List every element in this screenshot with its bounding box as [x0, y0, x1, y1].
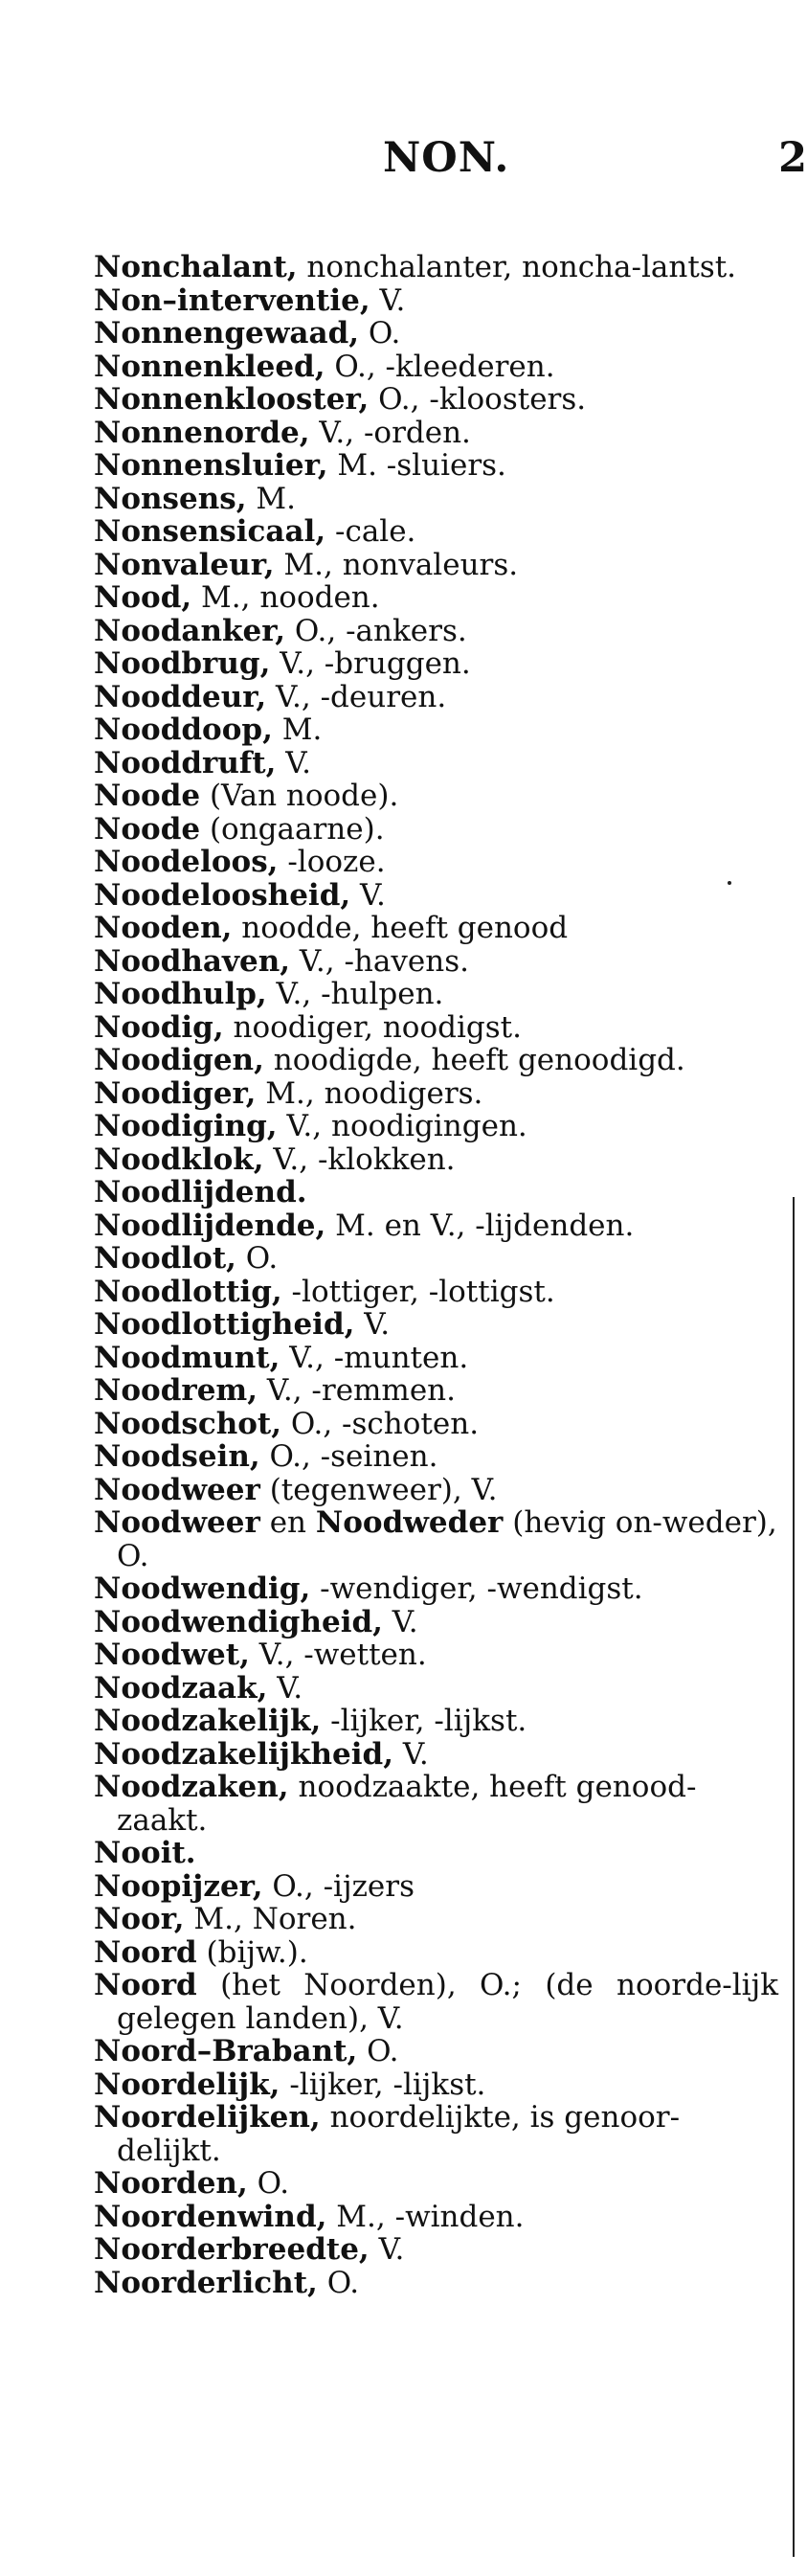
entry-definition: M., nonvaleurs. — [274, 547, 519, 582]
entry-headword: Noodweder — [315, 1505, 504, 1540]
entry-headword: Noopijzer, — [94, 1868, 263, 1904]
entry-definition: O. — [357, 2034, 399, 2068]
entry-definition: -lottiger, -lottigst. — [281, 1274, 555, 1309]
entry-headword: Noodlot, — [94, 1241, 236, 1276]
entry-headword: Nooit. — [94, 1836, 196, 1870]
entry-definition: V. — [267, 1670, 303, 1706]
dictionary-entry — [94, 251, 778, 284]
entry-definition: noodde, heeft genood — [232, 911, 569, 945]
entry-definition: M., -winden. — [326, 2199, 525, 2234]
entry-headword: Noor, — [94, 1902, 185, 1936]
entry-definition: nonchalanter, noncha-lantst. — [297, 250, 737, 284]
entry-definition: V. — [393, 1736, 429, 1772]
dictionary-entry — [94, 483, 778, 516]
entry-headword: Nonnensluier, — [94, 448, 328, 483]
entry-headword: Nonsens, — [94, 481, 247, 516]
dictionary-entry — [94, 417, 778, 450]
entry-headword: Noodigen, — [94, 1043, 264, 1077]
dictionary-entry-list — [94, 251, 778, 2299]
entry-definition: M. -sluiers. — [327, 448, 506, 483]
dictionary-entry — [94, 813, 778, 847]
entry-headword: Noode — [94, 811, 201, 847]
entry-headword: Noodschot, — [94, 1406, 282, 1441]
entry-headword: Noodig, — [94, 1009, 224, 1045]
entry-definition: V., -klokken. — [263, 1141, 456, 1177]
entry-definition: O., -kleederen. — [325, 349, 555, 384]
entry-headword: Noodwet, — [94, 1638, 250, 1672]
entry-headword: Nooddruft, — [94, 745, 277, 780]
dictionary-entry — [94, 1011, 778, 1045]
entry-headword: Noodweer — [94, 1505, 260, 1540]
entry-definition: O. — [235, 1241, 279, 1276]
entry-headword: Noodklok, — [94, 1141, 264, 1177]
ink-speck — [728, 881, 731, 885]
entry-headword: Noordenwind, — [94, 2199, 327, 2234]
dictionary-entry — [94, 1506, 778, 1572]
dictionary-entry — [94, 1308, 778, 1342]
entry-definition: O., -seinen. — [259, 1439, 438, 1474]
dictionary-entry — [94, 1672, 778, 1706]
entry-definition: V. — [369, 2232, 405, 2267]
dictionary-entry — [94, 912, 778, 945]
entry-definition: M. — [246, 481, 296, 516]
entry-headword: Noodwendigheid, — [94, 1604, 383, 1639]
entry-definition: M., nooden. — [191, 580, 380, 615]
entry-headword: Noordelijk, — [94, 2067, 280, 2102]
entry-definition: O., -schoten. — [281, 1406, 480, 1441]
page-number: 2 — [778, 134, 807, 182]
entry-definition: (het Noorden), O.; (de noorde-lijk gelegen landen), V. — [117, 1968, 778, 2036]
entry-headword: Nonsensicaal, — [94, 514, 326, 549]
entry-headword: Nooddoop, — [94, 712, 273, 747]
entry-headword: Nonnenklooster, — [94, 382, 370, 417]
entry-definition: V., -bruggen. — [270, 646, 471, 681]
dictionary-entry — [94, 780, 778, 813]
entry-definition: O., -ankers. — [285, 613, 467, 648]
entry-definition: M., noodigers. — [256, 1075, 483, 1111]
entry-definition: noodiger, noodigst. — [223, 1009, 522, 1045]
entry-headword: Noodhaven, — [94, 943, 291, 979]
dictionary-entry — [94, 284, 778, 318]
entry-headword: Nonnengewaad, — [94, 316, 360, 350]
dictionary-entry — [94, 1870, 778, 1904]
entry-headword: Noodlottigheid, — [94, 1307, 355, 1342]
dictionary-entry — [94, 1837, 778, 1870]
entry-definition: V., -orden. — [309, 415, 471, 450]
entry-headword: Noorderbreedte, — [94, 2232, 370, 2267]
dictionary-entry — [94, 846, 778, 879]
entry-definition: V., noodigingen. — [277, 1109, 527, 1143]
dictionary-entry — [94, 2035, 778, 2068]
dictionary-entry — [94, 1474, 778, 1507]
dictionary-entry — [94, 1209, 778, 1243]
entry-headword: Noodiger, — [94, 1075, 257, 1111]
entry-definition: M. — [272, 712, 323, 747]
dictionary-entry — [94, 449, 778, 483]
dictionary-entry — [94, 1077, 778, 1111]
entry-definition: -cale. — [325, 514, 416, 549]
entry-definition: V. — [350, 877, 386, 913]
entry-definition: O. — [359, 316, 401, 350]
entry-headword: Noodzaak, — [94, 1670, 268, 1706]
dictionary-entry — [94, 713, 778, 747]
dictionary-entry — [94, 1606, 778, 1639]
entry-headword: Noodanker, — [94, 613, 286, 648]
dictionary-entry — [94, 615, 778, 648]
entry-definition: -wendiger, -wendigst. — [310, 1571, 643, 1606]
entry-headword: Nonnenorde, — [94, 415, 310, 450]
dictionary-entry — [94, 1143, 778, 1177]
entry-headword: Noodzaken, — [94, 1770, 289, 1804]
entry-definition: V., -munten. — [280, 1340, 469, 1375]
dictionary-entry — [94, 2233, 778, 2267]
entry-headword: Nood, — [94, 580, 192, 615]
dictionary-entry — [94, 1176, 778, 1209]
entry-headword: Noodlijdende, — [94, 1208, 326, 1243]
entry-headword: Noodrem, — [94, 1373, 258, 1408]
dictionary-entry — [94, 1572, 778, 1606]
entry-headword: Nooden, — [94, 911, 233, 945]
entry-headword: Noodzakelijk, — [94, 1704, 322, 1738]
entry-definition: V., -remmen. — [258, 1373, 456, 1408]
dictionary-entry — [94, 1342, 778, 1375]
entry-definition: (hevig on-weder), O. — [117, 1505, 777, 1573]
entry-definition: -lijker, -lijkst. — [280, 2067, 486, 2102]
dictionary-entry — [94, 1903, 778, 1936]
entry-headword: Noodweer — [94, 1472, 260, 1507]
dictionary-entry — [94, 1936, 778, 1970]
page-title: NON. — [383, 134, 510, 182]
entry-headword: Noodzakelijkheid, — [94, 1736, 394, 1772]
entry-definition: -lijker, -lijkst. — [321, 1704, 527, 1738]
dictionary-entry — [94, 1110, 778, 1143]
entry-headword: Noorderlicht, — [94, 2265, 318, 2300]
entry-definition: M., Noren. — [184, 1902, 357, 1936]
entry-definition: O. — [317, 2265, 360, 2300]
entry-headword: Noodsein, — [94, 1439, 260, 1474]
entry-headword: Noodeloosheid, — [94, 877, 351, 913]
dictionary-entry — [94, 1440, 778, 1474]
entry-definition: V. — [354, 1307, 391, 1342]
entry-headword: Noodhulp, — [94, 977, 267, 1011]
dictionary-entry — [94, 1705, 778, 1738]
entry-definition: (bijw.). — [196, 1934, 308, 1970]
entry-definition: en — [259, 1505, 316, 1540]
dictionary-entry — [94, 1044, 778, 1077]
entry-definition: V. — [382, 1604, 418, 1639]
entry-headword: Noord — [94, 1968, 197, 2002]
entry-headword: Noodmunt, — [94, 1340, 280, 1375]
dictionary-entry — [94, 1408, 778, 1441]
dictionary-entry — [94, 2267, 778, 2300]
entry-headword: Noodlottig, — [94, 1274, 282, 1309]
entry-definition: O., -kloosters. — [369, 382, 587, 417]
entry-headword: Non–interventie, — [94, 282, 370, 318]
entry-headword: Noord — [94, 1934, 197, 1970]
dictionary-entry — [94, 978, 778, 1011]
entry-definition: V. — [370, 282, 406, 318]
dictionary-entry — [94, 317, 778, 350]
entry-definition: noodzaakte, heeft genood-zaakt. — [117, 1770, 697, 1838]
entry-headword: Noodeloos, — [94, 845, 279, 879]
dictionary-entry — [94, 2101, 778, 2167]
dictionary-entry — [94, 1771, 778, 1837]
entry-definition: O., -ijzers — [262, 1868, 415, 1904]
entry-headword: Noodlijdend. — [94, 1175, 307, 1209]
dictionary-entry — [94, 2167, 778, 2201]
page-header — [0, 134, 807, 201]
dictionary-entry — [94, 2201, 778, 2234]
entry-headword: Nonvaleur, — [94, 547, 275, 582]
entry-definition: (ongaarne). — [200, 811, 385, 847]
entry-headword: Noodiging, — [94, 1109, 278, 1143]
dictionary-entry — [94, 945, 778, 979]
entry-definition: noodigde, heeft genoodigd. — [263, 1043, 685, 1077]
entry-headword: Noodwendig, — [94, 1571, 311, 1606]
dictionary-entry — [94, 549, 778, 582]
entry-headword: Noodbrug, — [94, 646, 271, 681]
entry-headword: Noordelijken, — [94, 2100, 321, 2135]
dictionary-entry — [94, 1969, 778, 2035]
entry-definition: (Van noode). — [200, 779, 399, 813]
dictionary-entry — [94, 581, 778, 615]
dictionary-entry — [94, 747, 778, 780]
entry-headword: Noorden, — [94, 2166, 248, 2201]
dictionary-entry — [94, 879, 778, 913]
dictionary-entry — [94, 2068, 778, 2102]
dictionary-entry — [94, 383, 778, 417]
entry-headword: Noode — [94, 779, 201, 813]
dictionary-entry — [94, 1738, 778, 1772]
entry-definition: V., -hulpen. — [266, 977, 444, 1011]
dictionary-entry — [94, 681, 778, 714]
entry-headword: Nonnenkleed, — [94, 349, 325, 384]
entry-definition: noordelijkte, is genoor-delijkt. — [117, 2100, 681, 2168]
entry-headword: Noord–Brabant, — [94, 2034, 358, 2068]
entry-definition: V., -wetten. — [249, 1638, 427, 1672]
dictionary-entry — [94, 350, 778, 384]
entry-definition: V. — [276, 745, 312, 780]
dictionary-entry — [94, 515, 778, 549]
entry-definition: O. — [247, 2166, 290, 2201]
entry-definition: M. en V., -lijdenden. — [325, 1208, 635, 1243]
entry-definition: (tegenweer), V. — [259, 1472, 498, 1507]
dictionary-entry — [94, 1276, 778, 1309]
margin-rule — [793, 1197, 795, 2557]
dictionary-entry — [94, 1638, 778, 1672]
dictionary-entry — [94, 1374, 778, 1408]
entry-headword: Nooddeur, — [94, 679, 267, 714]
entry-definition: V., -deuren. — [266, 679, 447, 714]
entry-definition: V., -havens. — [290, 943, 469, 979]
dictionary-entry — [94, 1242, 778, 1276]
entry-headword: Nonchalant, — [94, 250, 298, 284]
entry-definition: -looze. — [278, 845, 386, 879]
dictionary-entry — [94, 647, 778, 681]
